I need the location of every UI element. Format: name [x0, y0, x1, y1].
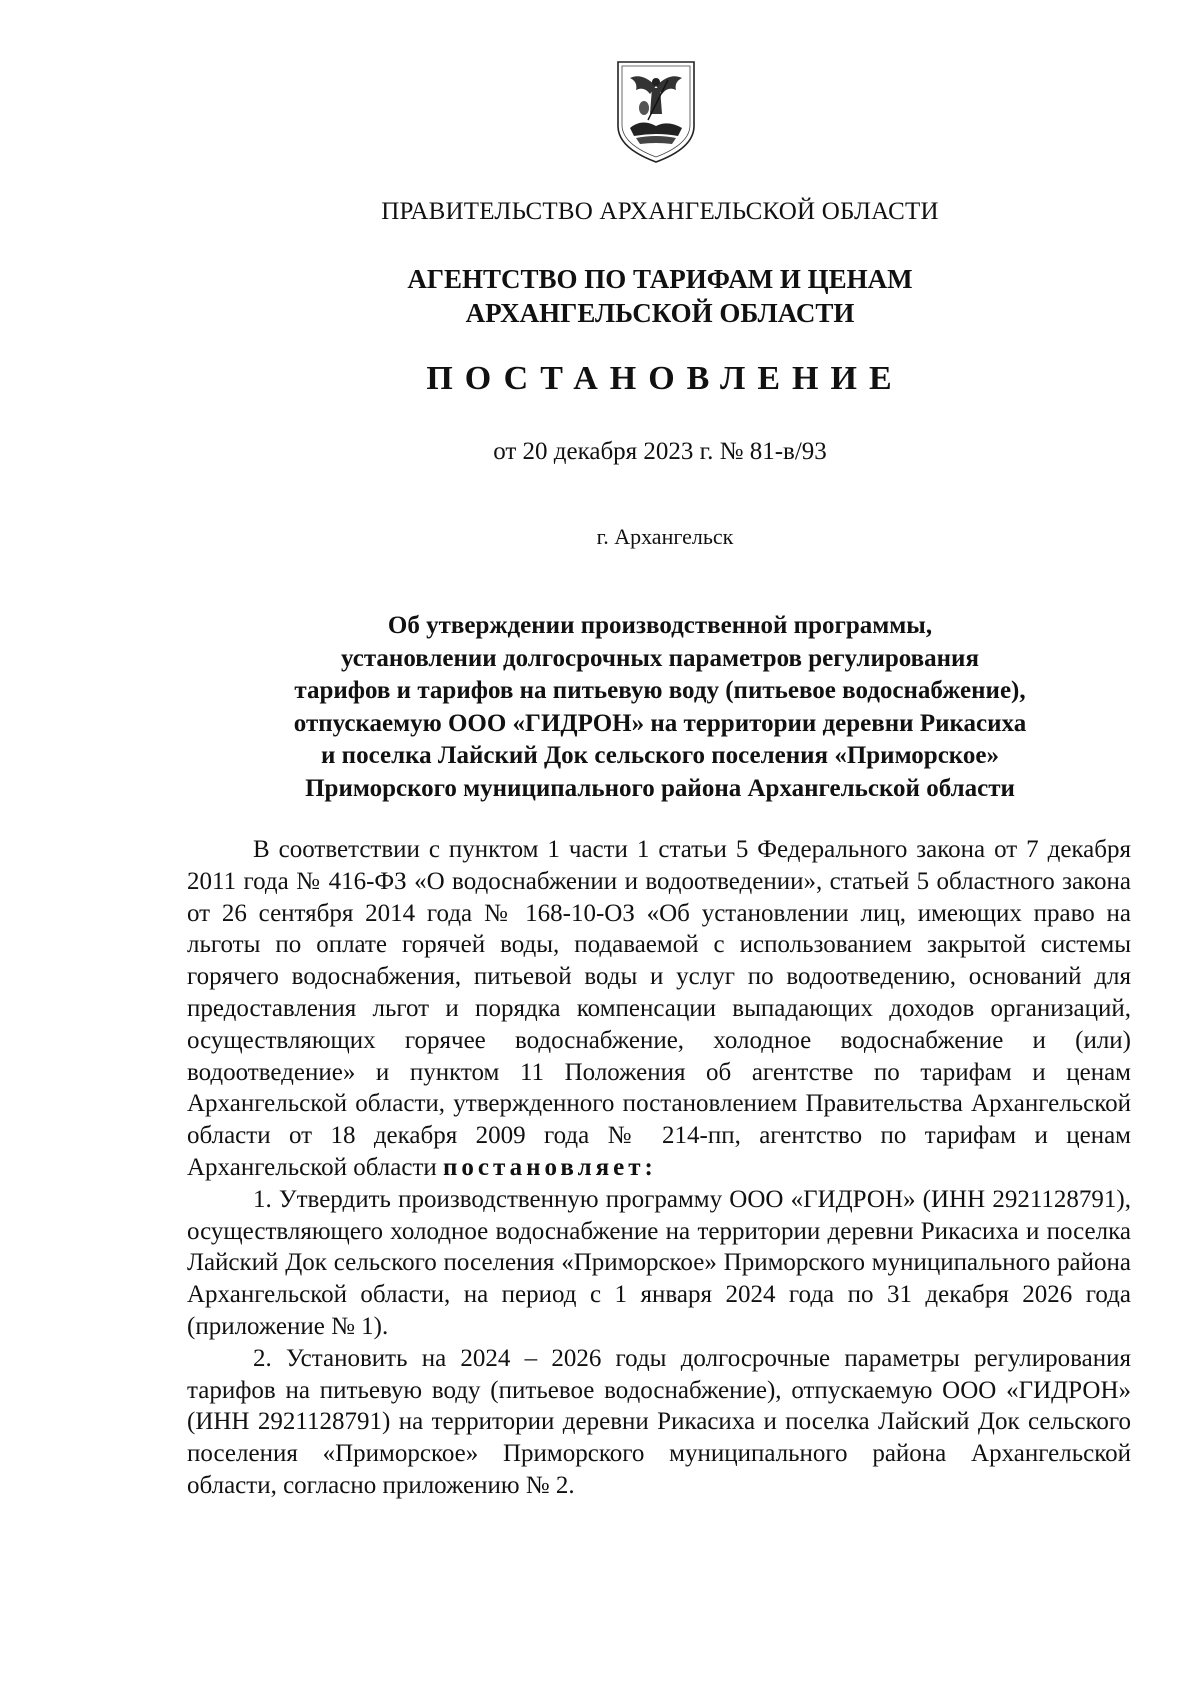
preamble-text: В соответствии с пунктом 1 части 1 статьи 5 Федерального закона от 7 декабря 2011 года № 416-ФЗ «О водоснабжении и водоотведении», статьей 5 областного закона от 26 сентября 2014 года № 168-10-ОЗ «Об установлении лиц, имеющих право на льготы по оплате горячей воды, подаваемой с использованием закрытой системы горячего водоснабжения, питьевой воды и услуг по водоотведению, оснований для предоставления льгот и порядка компенсации выпадающих доходов организаций, осуществляющих горячее водоснабжение, холодное водоснабжение и (или) водоотведение» и пунктом 11 Положения об агентстве по тарифам и ценам Архангельской области, утвержденного постановлением Правительства Архангельской области от 18 декабря 2009 года № 214-пп, агентство по тарифам и ценам Архангельской области: [187, 836, 1131, 1181]
preamble-paragraph: [187, 834, 1131, 1184]
item-1-paragraph: 1. Утвердить производственную программу ООО «ГИДРОН» (ИНН 2921128791), осуществляющего холодное водоснабжение на территории деревни Рикасиха и поселка Лайский Док сельского поселения «Приморское» Приморского муниципального района Архангельской области, на период с 1 января 2024 года по 31 декабря 2026 года (приложение № 1).: [187, 1185, 1131, 1340]
agency-name-line1: АГЕНТСТВО ПО ТАРИФАМ И ЦЕНАМ: [407, 264, 913, 294]
document-title-line: тарифов и тарифов на питьевую воду (питьевое водоснабжение),: [294, 677, 1026, 704]
document-city: г. Архангельск: [596, 524, 734, 549]
agency-name: [0, 262, 1200, 330]
document-title-line: Об утверждении производственной программы,: [387, 612, 933, 639]
resolves-keyword: постановляет:: [443, 1153, 657, 1181]
document-body: [187, 834, 1131, 1502]
document-title-line: отпускаемую ООО «ГИДРОН» на территории деревни Рикасиха: [293, 709, 1027, 737]
government-name: ПРАВИТЕЛЬСТВО АРХАНГЕЛЬСКОЙ ОБЛАСТИ: [381, 198, 939, 225]
document-title-line: и поселка Лайский Док сельского поселения «Приморское»: [321, 742, 999, 769]
coat-of-arms-icon: [612, 56, 700, 166]
agency-name-line2: АРХАНГЕЛЬСКОЙ ОБЛАСТИ: [465, 298, 855, 328]
document-type: ПОСТАНОВЛЕНИЕ: [426, 360, 904, 397]
document-title-line: установлении долгосрочных параметров регулирования: [341, 644, 979, 672]
document-title: [0, 610, 1200, 805]
document-date-number: от 20 декабря 2023 г. № 81-в/93: [493, 438, 827, 465]
item-2-paragraph: 2. Установить на 2024 – 2026 годы долгосрочные параметры регулирования тарифов на питьевую воду (питьевое водоснабжение), отпускаемую ООО «ГИДРОН» (ИНН 2921128791) на территории деревни Рикасиха и поселка Лайский Док сельского поселения «Приморское» Приморского муниципального района Архангельской области, согласно приложению № 2.: [187, 1344, 1131, 1499]
document-title-line: Приморского муниципального района Архангельской области: [305, 774, 1015, 802]
